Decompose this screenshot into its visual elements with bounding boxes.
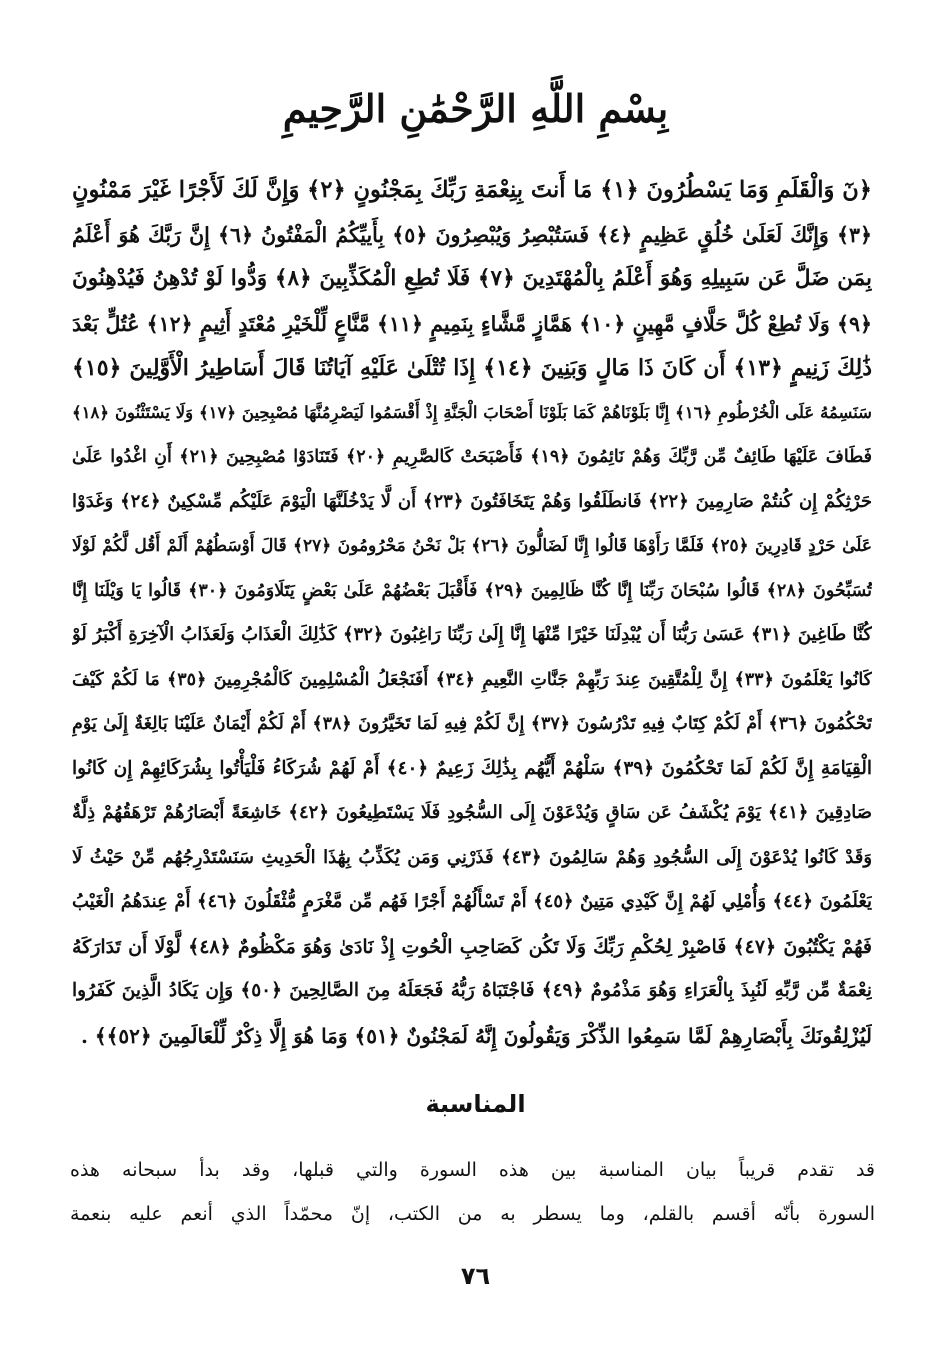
quran-line: ﴿٩﴾ وَلَا تُطِعْ كُلَّ حَلَّافٍ مَّهِينٍ ﴿١٠﴾ هَمَّازٍ مَّشَّاءٍ بِنَمِيمٍ ﴿١١﴾ مَّنَّاعٍ لِّلْخَيْرِ مُعْتَدٍ أَثِيمٍ ﴿١٢﴾ عُتُلٍّ بَعْدَ xyxy=(72,311,872,336)
quran-line: تَحْكُمُونَ ﴿٣٦﴾ أَمْ لَكُمْ كِتَابٌ فِيهِ تَدْرُسُونَ ﴿٣٧﴾ إِنَّ لَكُمْ فِيهِ لَمَا تَخَيَّرُونَ ﴿٣٨﴾ أَمْ لَكُمْ أَيْمَانٌ عَلَيْنَا بَالِغَةٌ إِلَىٰ يَوْمِ xyxy=(72,714,872,734)
quran-line: كَانُوا يَعْلَمُونَ ﴿٣٣﴾ إِنَّ لِلْمُتَّقِينَ عِندَ رَبِّهِمْ جَنَّاتِ النَّعِيمِ ﴿٣٤﴾ أَفَنَجْعَلُ الْمُسْلِمِينَ كَالْمُجْرِمِينَ ﴿٣٥﴾ مَا لَكُمْ كَيْفَ xyxy=(72,669,872,690)
quran-text-block xyxy=(72,168,872,1058)
quran-line: الْقِيَامَةِ إِنَّ لَكُمْ لَمَا تَحْكُمُونَ ﴿٣٩﴾ سَلْهُمْ أَيُّهُم بِذَٰلِكَ زَعِيمٌ ﴿٤٠﴾ أَمْ لَهُمْ شُرَكَاءُ فَلْيَأْتُوا بِشُرَكَائِهِمْ إِن كَانُوا xyxy=(72,757,872,779)
quran-line: فَهُمْ يَكْتُبُونَ ﴿٤٧﴾ فَاصْبِرْ لِحُكْمِ رَبِّكَ وَلَا تَكُن كَصَاحِبِ الْحُوتِ إِذْ نَادَىٰ وَهُوَ مَكْظُومٌ ﴿٤٨﴾ لَّوْلَا أَن تَدَارَكَهُ xyxy=(72,935,872,958)
quran-line: ذَٰلِكَ زَنِيمٍ ﴿١٣﴾ أَن كَانَ ذَا مَالٍ وَبَنِينَ ﴿١٤﴾ إِذَا تُتْلَىٰ عَلَيْهِ آيَاتُنَا قَالَ أَسَاطِيرُ الْأَوَّلِينَ ﴿١٥﴾ xyxy=(72,355,872,381)
quran-line: يَعْلَمُونَ ﴿٤٤﴾ وَأُمْلِي لَهُمْ إِنَّ كَيْدِي مَتِينٌ ﴿٤٥﴾ أَمْ تَسْأَلُهُمْ أَجْرًا فَهُم مِّن مَّغْرَمٍ مُّثْقَلُونَ ﴿٤٦﴾ أَمْ عِندَهُمُ الْغَيْبُ xyxy=(72,891,872,912)
quran-line: ﴿٣﴾ وَإِنَّكَ لَعَلَىٰ خُلُقٍ عَظِيمٍ ﴿٤﴾ فَسَتُبْصِرُ وَيُبْصِرُونَ ﴿٥﴾ بِأَييِّكُمُ الْمَفْتُونُ ﴿٦﴾ إِنَّ رَبَّكَ هُوَ أَعْلَمُ xyxy=(72,222,872,247)
tafsir-line: السورة بأنّه أقسم بالقلم، وما يسطر به من الكتب، إنّ محمّداً الذي أنعم عليه بنعمة xyxy=(70,1203,875,1225)
quran-line: لَيُزْلِقُونَكَ بِأَبْصَارِهِمْ لَمَّا سَمِعُوا الذِّكْرَ وَيَقُولُونَ إِنَّهُ لَمَجْنُونٌ ﴿٥١﴾ وَمَا هُوَ إِلَّا ذِكْرٌ لِّلْعَالَمِينَ ﴿٥٢﴾﴾ . xyxy=(81,1023,872,1048)
quran-line: ﴿نٓ وَالْقَلَمِ وَمَا يَسْطُرُونَ ﴿١﴾ مَا أَنتَ بِنِعْمَةِ رَبِّكَ بِمَجْنُونٍ ﴿٢﴾ وَإِنَّ لَكَ لَأَجْرًا غَيْرَ مَمْنُونٍ xyxy=(72,177,872,203)
quran-line: وَقَدْ كَانُوا يُدْعَوْنَ إِلَى السُّجُودِ وَهُمْ سَالِمُونَ ﴿٤٣﴾ فَذَرْنِي وَمَن يُكَذِّبُ بِهَٰذَا الْحَدِيثِ سَنَسْتَدْرِجُهُم مِّنْ حَيْثُ لَا xyxy=(72,846,872,868)
quran-line: تُسَبِّحُونَ ﴿٢٨﴾ قَالُوا سُبْحَانَ رَبِّنَا إِنَّا كُنَّا ظَالِمِينَ ﴿٢٩﴾ فَأَقْبَلَ بَعْضُهُمْ عَلَىٰ بَعْضٍ يَتَلَاوَمُونَ ﴿٣٠﴾ قَالُوا يَا وَيْلَنَا إِنَّا xyxy=(72,580,872,601)
quran-line: صَادِقِينَ ﴿٤١﴾ يَوْمَ يُكْشَفُ عَن سَاقٍ وَيُدْعَوْنَ إِلَى السُّجُودِ فَلَا يَسْتَطِيعُونَ ﴿٤٢﴾ خَاشِعَةً أَبْصَارُهُمْ تَرْهَقُهُمْ ذِلَّةٌ xyxy=(72,802,872,823)
section-heading: المناسبة xyxy=(425,1090,526,1118)
page-number: ٧٦ xyxy=(460,1262,491,1290)
tafsir-paragraph xyxy=(70,1148,875,1236)
quran-line: كُنَّا طَاغِينَ ﴿٣١﴾ عَسَىٰ رَبُّنَا أَن يُبْدِلَنَا خَيْرًا مِّنْهَا إِنَّا إِلَىٰ رَبِّنَا رَاغِبُونَ ﴿٣٢﴾ كَذَٰلِكَ الْعَذَابُ وَلَعَذَابُ الْآخِرَةِ أَكْبَرُ لَوْ xyxy=(72,624,872,645)
quran-line: فَطَافَ عَلَيْهَا طَائِفٌ مِّن رَّبِّكَ وَهُمْ نَائِمُونَ ﴿١٩﴾ فَأَصْبَحَتْ كَالصَّرِيمِ ﴿٢٠﴾ فَتَنَادَوْا مُصْبِحِينَ ﴿٢١﴾ أَنِ اغْدُوا عَلَىٰ xyxy=(72,447,872,467)
quran-line: عَلَىٰ حَرْدٍ قَادِرِينَ ﴿٢٥﴾ فَلَمَّا رَأَوْهَا قَالُوا إِنَّا لَضَالُّونَ ﴿٢٦﴾ بَلْ نَحْنُ مَحْرُومُونَ ﴿٢٧﴾ قَالَ أَوْسَطُهُمْ أَلَمْ أَقُل لَّكُمْ لَوْلَا xyxy=(72,536,872,556)
quran-line: سَنَسِمُهُ عَلَى الْخُرْطُومِ ﴿١٦﴾ إِنَّا بَلَوْنَاهُمْ كَمَا بَلَوْنَا أَصْحَابَ الْجَنَّةِ إِذْ أَقْسَمُوا لَيَصْرِمُنَّهَا مُصْبِحِينَ ﴿١٧﴾ وَلَا يَسْتَثْنُونَ ﴿١٨﴾ xyxy=(72,402,872,422)
tafsir-line: قد تقدم قريباً بيان المناسبة بين هذه السورة والتي قبلها، وقد بدأ سبحانه هذه xyxy=(70,1159,875,1181)
quran-line: بِمَن ضَلَّ عَن سَبِيلِهِ وَهُوَ أَعْلَمُ بِالْمُهْتَدِينَ ﴿٧﴾ فَلَا تُطِعِ الْمُكَذِّبِينَ ﴿٨﴾ وَدُّوا لَوْ تُدْهِنُ فَيُدْهِنُونَ xyxy=(72,266,872,291)
basmala-header: بِسْمِ اللَّهِ الرَّحْمَٰنِ الرَّحِيمِ xyxy=(282,86,669,131)
quran-line: نِعْمَةٌ مِّن رَّبِّهِ لَنُبِذَ بِالْعَرَاءِ وَهُوَ مَذْمُومٌ ﴿٤٩﴾ فَاجْتَبَاهُ رَبُّهُ فَجَعَلَهُ مِنَ الصَّالِحِينَ ﴿٥٠﴾ وَإِن يَكَادُ الَّذِينَ كَفَرُوا xyxy=(72,980,872,1001)
quran-line: حَرْثِكُمْ إِن كُنتُمْ صَارِمِينَ ﴿٢٢﴾ فَانطَلَقُوا وَهُمْ يَتَخَافَتُونَ ﴿٢٣﴾ أَن لَّا يَدْخُلَنَّهَا الْيَوْمَ عَلَيْكُم مِّسْكِينٌ ﴿٢٤﴾ وَغَدَوْا xyxy=(72,490,872,512)
